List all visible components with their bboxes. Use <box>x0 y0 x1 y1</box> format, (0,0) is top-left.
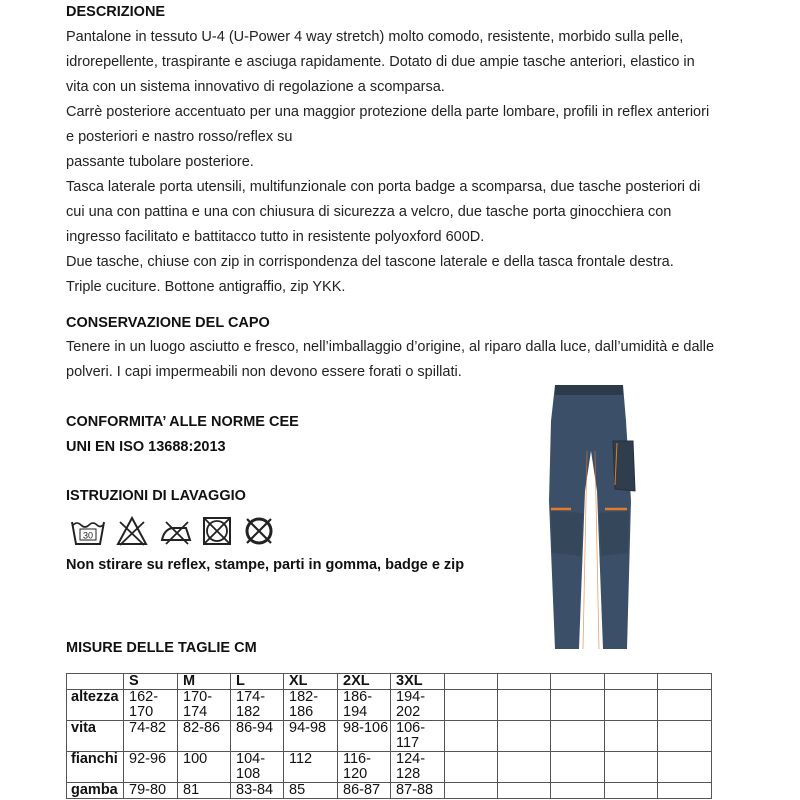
no-dry-clean-icon <box>242 515 276 547</box>
header-cell: S <box>124 674 178 690</box>
table-cell: 112 <box>284 752 338 783</box>
table-cell: 86-94 <box>231 721 284 752</box>
header-cell <box>498 674 551 690</box>
table-cell <box>498 783 551 799</box>
description-line: Pantalone in tessuto U-4 (U-Power 4 way stretch) molto comodo, resistente, morbido sulla pelle, <box>66 29 684 45</box>
table-cell <box>658 783 712 799</box>
description-line: passante tubolare posteriore. <box>66 154 254 170</box>
table-cell: 86-87 <box>338 783 391 799</box>
table-cell <box>551 690 605 721</box>
table-cell: 92-96 <box>124 752 178 783</box>
no-iron-icon <box>158 516 192 546</box>
description-line: vita con un sistema innovativo di regolazione a scomparsa. <box>66 79 445 95</box>
table-cell <box>498 721 551 752</box>
table-cell: 81 <box>178 783 231 799</box>
table-cell <box>445 690 498 721</box>
row-label: vita <box>67 721 124 752</box>
table-cell <box>658 690 712 721</box>
table-cell <box>551 783 605 799</box>
table-cell: 104-108 <box>231 752 284 783</box>
product-image-trousers <box>541 381 641 653</box>
no-tumble-dry-icon <box>202 516 232 546</box>
wash-30-icon <box>70 516 106 546</box>
description-line: ingresso facilitato e battitacco tutto in resistente polyoxford 600D. <box>66 229 485 245</box>
washing-note: Non stirare su reflex, stampe, parti in gomma, badge e zip <box>66 557 465 573</box>
table-cell: 170-174 <box>178 690 231 721</box>
row-label: gamba <box>67 783 124 799</box>
table-cell: 85 <box>284 783 338 799</box>
table-cell: 182-186 <box>284 690 338 721</box>
conservation-line: Tenere in un luogo asciutto e fresco, nell’imballaggio d’origine, al riparo dalla luce, dall’umidità e dalle <box>66 339 715 355</box>
table-cell <box>605 783 658 799</box>
table-cell: 174-182 <box>231 690 284 721</box>
table-cell <box>551 752 605 783</box>
header-cell: L <box>231 674 284 690</box>
header-cell <box>551 674 605 690</box>
header-cell <box>67 674 124 690</box>
header-cell <box>445 674 498 690</box>
description-line: cui una con pattina e una con chiusura di sicurezza a velcro, due tasche porta ginocchiera con <box>66 204 672 220</box>
table-cell: 98-106 <box>338 721 391 752</box>
header-cell: XL <box>284 674 338 690</box>
table-cell: 106-117 <box>391 721 445 752</box>
table-cell: 94-98 <box>284 721 338 752</box>
table-cell: 186-194 <box>338 690 391 721</box>
description-line: Tasca laterale porta utensili, multifunzionale con porta badge a scomparsa, due tasche posteriori di <box>66 179 701 195</box>
table-cell <box>498 752 551 783</box>
description-text <box>66 25 709 300</box>
table-row <box>67 690 712 721</box>
table-cell <box>498 690 551 721</box>
table-cell: 100 <box>178 752 231 783</box>
table-cell <box>445 783 498 799</box>
description-line: e posteriori e nastro rosso/reflex su <box>66 129 293 145</box>
header-cell: 3XL <box>391 674 445 690</box>
description-line: Carrè posteriore accentuato per una maggior protezione della parte lombare, profili in reflex anteriori <box>66 104 710 120</box>
conservation-line: polveri. I capi impermeabili non devono essere forati o spillati. <box>66 364 462 380</box>
section-title-conformita: CONFORMITA’ ALLE NORME CEE <box>66 414 299 430</box>
no-bleach-icon <box>116 516 148 546</box>
conservation-text <box>66 335 714 385</box>
description-line: idrorepellente, traspirante e asciuga rapidamente. Dotato di due ampie tasche anteriori, elastico in <box>66 54 695 70</box>
table-cell <box>658 721 712 752</box>
table-cell: 162-170 <box>124 690 178 721</box>
table-cell: 79-80 <box>124 783 178 799</box>
section-title-misure: MISURE DELLE TAGLIE CM <box>66 640 257 656</box>
description-line: Due tasche, chiuse con zip in corrispondenza del tascone laterale e della tasca frontale destra. <box>66 254 674 270</box>
table-cell: 74-82 <box>124 721 178 752</box>
table-row <box>67 752 712 783</box>
table-cell <box>605 721 658 752</box>
table-cell: 83-84 <box>231 783 284 799</box>
care-icons <box>70 515 276 547</box>
table-cell <box>658 752 712 783</box>
size-table <box>66 673 712 799</box>
table-cell <box>551 721 605 752</box>
header-cell: 2XL <box>338 674 391 690</box>
section-title-descrizione: DESCRIZIONE <box>66 4 166 20</box>
table-cell <box>605 752 658 783</box>
table-cell: 194-202 <box>391 690 445 721</box>
table-row <box>67 721 712 752</box>
svg-text:30: 30 <box>82 530 94 541</box>
row-label: altezza <box>67 690 124 721</box>
table-cell: 82-86 <box>178 721 231 752</box>
table-cell <box>605 690 658 721</box>
table-cell <box>445 752 498 783</box>
header-cell <box>605 674 658 690</box>
table-header-row <box>67 674 712 690</box>
section-title-lavaggio: ISTRUZIONI DI LAVAGGIO <box>66 488 246 504</box>
table-cell: 124-128 <box>391 752 445 783</box>
header-cell: M <box>178 674 231 690</box>
description-line: Triple cuciture. Bottone antigraffio, zip YKK. <box>66 279 346 295</box>
table-cell: 87-88 <box>391 783 445 799</box>
section-title-conservazione: CONSERVAZIONE DEL CAPO <box>66 315 270 331</box>
table-cell <box>445 721 498 752</box>
table-cell: 116-120 <box>338 752 391 783</box>
iso-standard: UNI EN ISO 13688:2013 <box>66 439 226 455</box>
table-row <box>67 783 712 799</box>
row-label: fianchi <box>67 752 124 783</box>
header-cell <box>658 674 712 690</box>
